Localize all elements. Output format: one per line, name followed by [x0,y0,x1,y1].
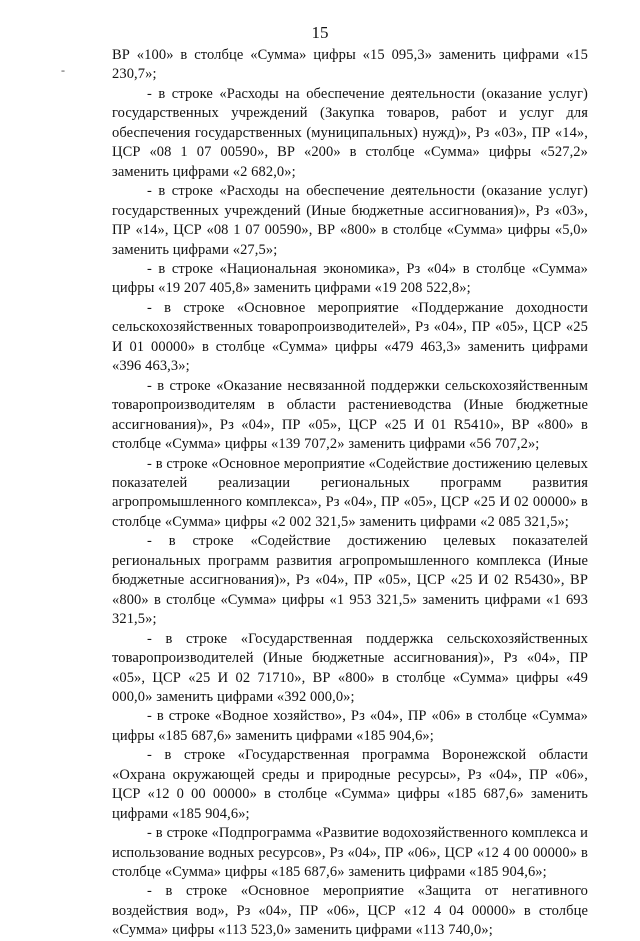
document-body [112,46,588,941]
paragraph-3: - в строке «Расходы на обеспечение деятельности (оказание услуг) государственных учреждений (Иные бюджетные ассигнования)», Рз «03», ПР «14», ЦСР «08 1 07 00590», ВР «800» в столбце «Сумма» цифры «5,0» заменить цифрами «27,5»; [112,183,588,258]
paragraph-10: - в строке «Водное хозяйство», Рз «04», ПР «06» в столбце «Сумма» цифры «185 687,6» заменить цифрами «185 904,6»; [112,708,588,744]
paragraph-5: - в строке «Основное мероприятие «Поддержание доходности сельскохозяйственных товаропроизводителей», Рз «04», ПР «05», ЦСР «25 И 01 00000» в столбце «Сумма» цифры «479 463,3» заменить цифрами «396 463,3»; [112,299,588,375]
page-number: 15 [311,23,329,42]
paragraph-11: - в строке «Государственная программа Воронежской области «Охрана окружающей среды и природные ресурсы», Рз «04», ПР «06», ЦСР «12 0 00 00000» в столбце «Сумма» цифры «185 687,6» заменить цифрами «185 904,6»; [112,747,588,822]
paragraph-4: - в строке «Национальная экономика», Рз «04» в столбце «Сумма» цифры «19 207 405,8» заменить цифрами «19 208 522,8»; [112,260,588,297]
paragraph-8: - в строке «Содействие достижению целевых показателей региональных программ развития агропромышленного комплекса (Иные бюджетные ассигнования)», Рз «04», ПР «05», ЦСР «25 И 02 R5430», ВР «800» в столбце «Сумма» цифры «1 953 321,5» заменить цифрами «1 693 321,5»; [112,533,588,628]
paragraph-12: - в строке «Подпрограмма «Развитие водохозяйственного комплекса и использование водных ресурсов», Рз «04», ПР «06», ЦСР «12 4 00 00000» в столбце «Сумма» цифры «185 687,6» заменить цифрами «185 904,6»; [112,825,588,881]
paragraph-2: - в строке «Расходы на обеспечение деятельности (оказание услуг) государственных учреждений (Закупка товаров, работ и услуг для обеспечения государственных (муниципальных) нужд)», Рз «03», ПР «14», ЦСР «08 1 07 00590», ВР «200» в столбце «Сумма» цифры «527,2» заменить цифрами «2 682,0»; [112,85,588,180]
paragraph-7: - в строке «Основное мероприятие «Содействие достижению целевых показателей реализации региональных программ развития агропромышленного комплекса», Рз «04», ПР «05», ЦСР «25 И 02 00000» в столбце «Сумма» цифры «2 002 321,5» заменить цифрами «2 085 321,5»; [112,455,588,530]
paragraph-9: - в строке «Государственная поддержка сельскохозяйственных товаропроизводителей (Иные бюджетные ассигнования)», Рз «04», ПР «05», ЦСР «25 И 02 71710», ВР «800» в столбце «Сумма» цифры «49 000,0» заменить цифрами «392 000,0»; [112,630,588,705]
margin-mark: - [61,63,65,77]
paragraph-1: ВР «100» в столбце «Сумма» цифры «15 095,3» заменить цифрами «15 230,7»; [112,47,588,83]
paragraph-6: - в строке «Оказание несвязанной поддержки сельскохозяйственным товаропроизводителям в области растениеводства (Иные бюджетные ассигнования)», Рз «04», ПР «05», ЦСР «25 И 01 R5410», ВР «800» в столбце «Сумма» цифры «139 707,2» заменить цифрами «56 707,2»; [112,377,588,453]
paragraph-13: - в строке «Основное мероприятие «Защита от негативного воздействия вод», Рз «04», ПР «06», ЦСР «12 4 04 00000» в столбце «Сумма» цифры «113 523,0» заменить цифрами «113 740,0»; [112,883,588,939]
